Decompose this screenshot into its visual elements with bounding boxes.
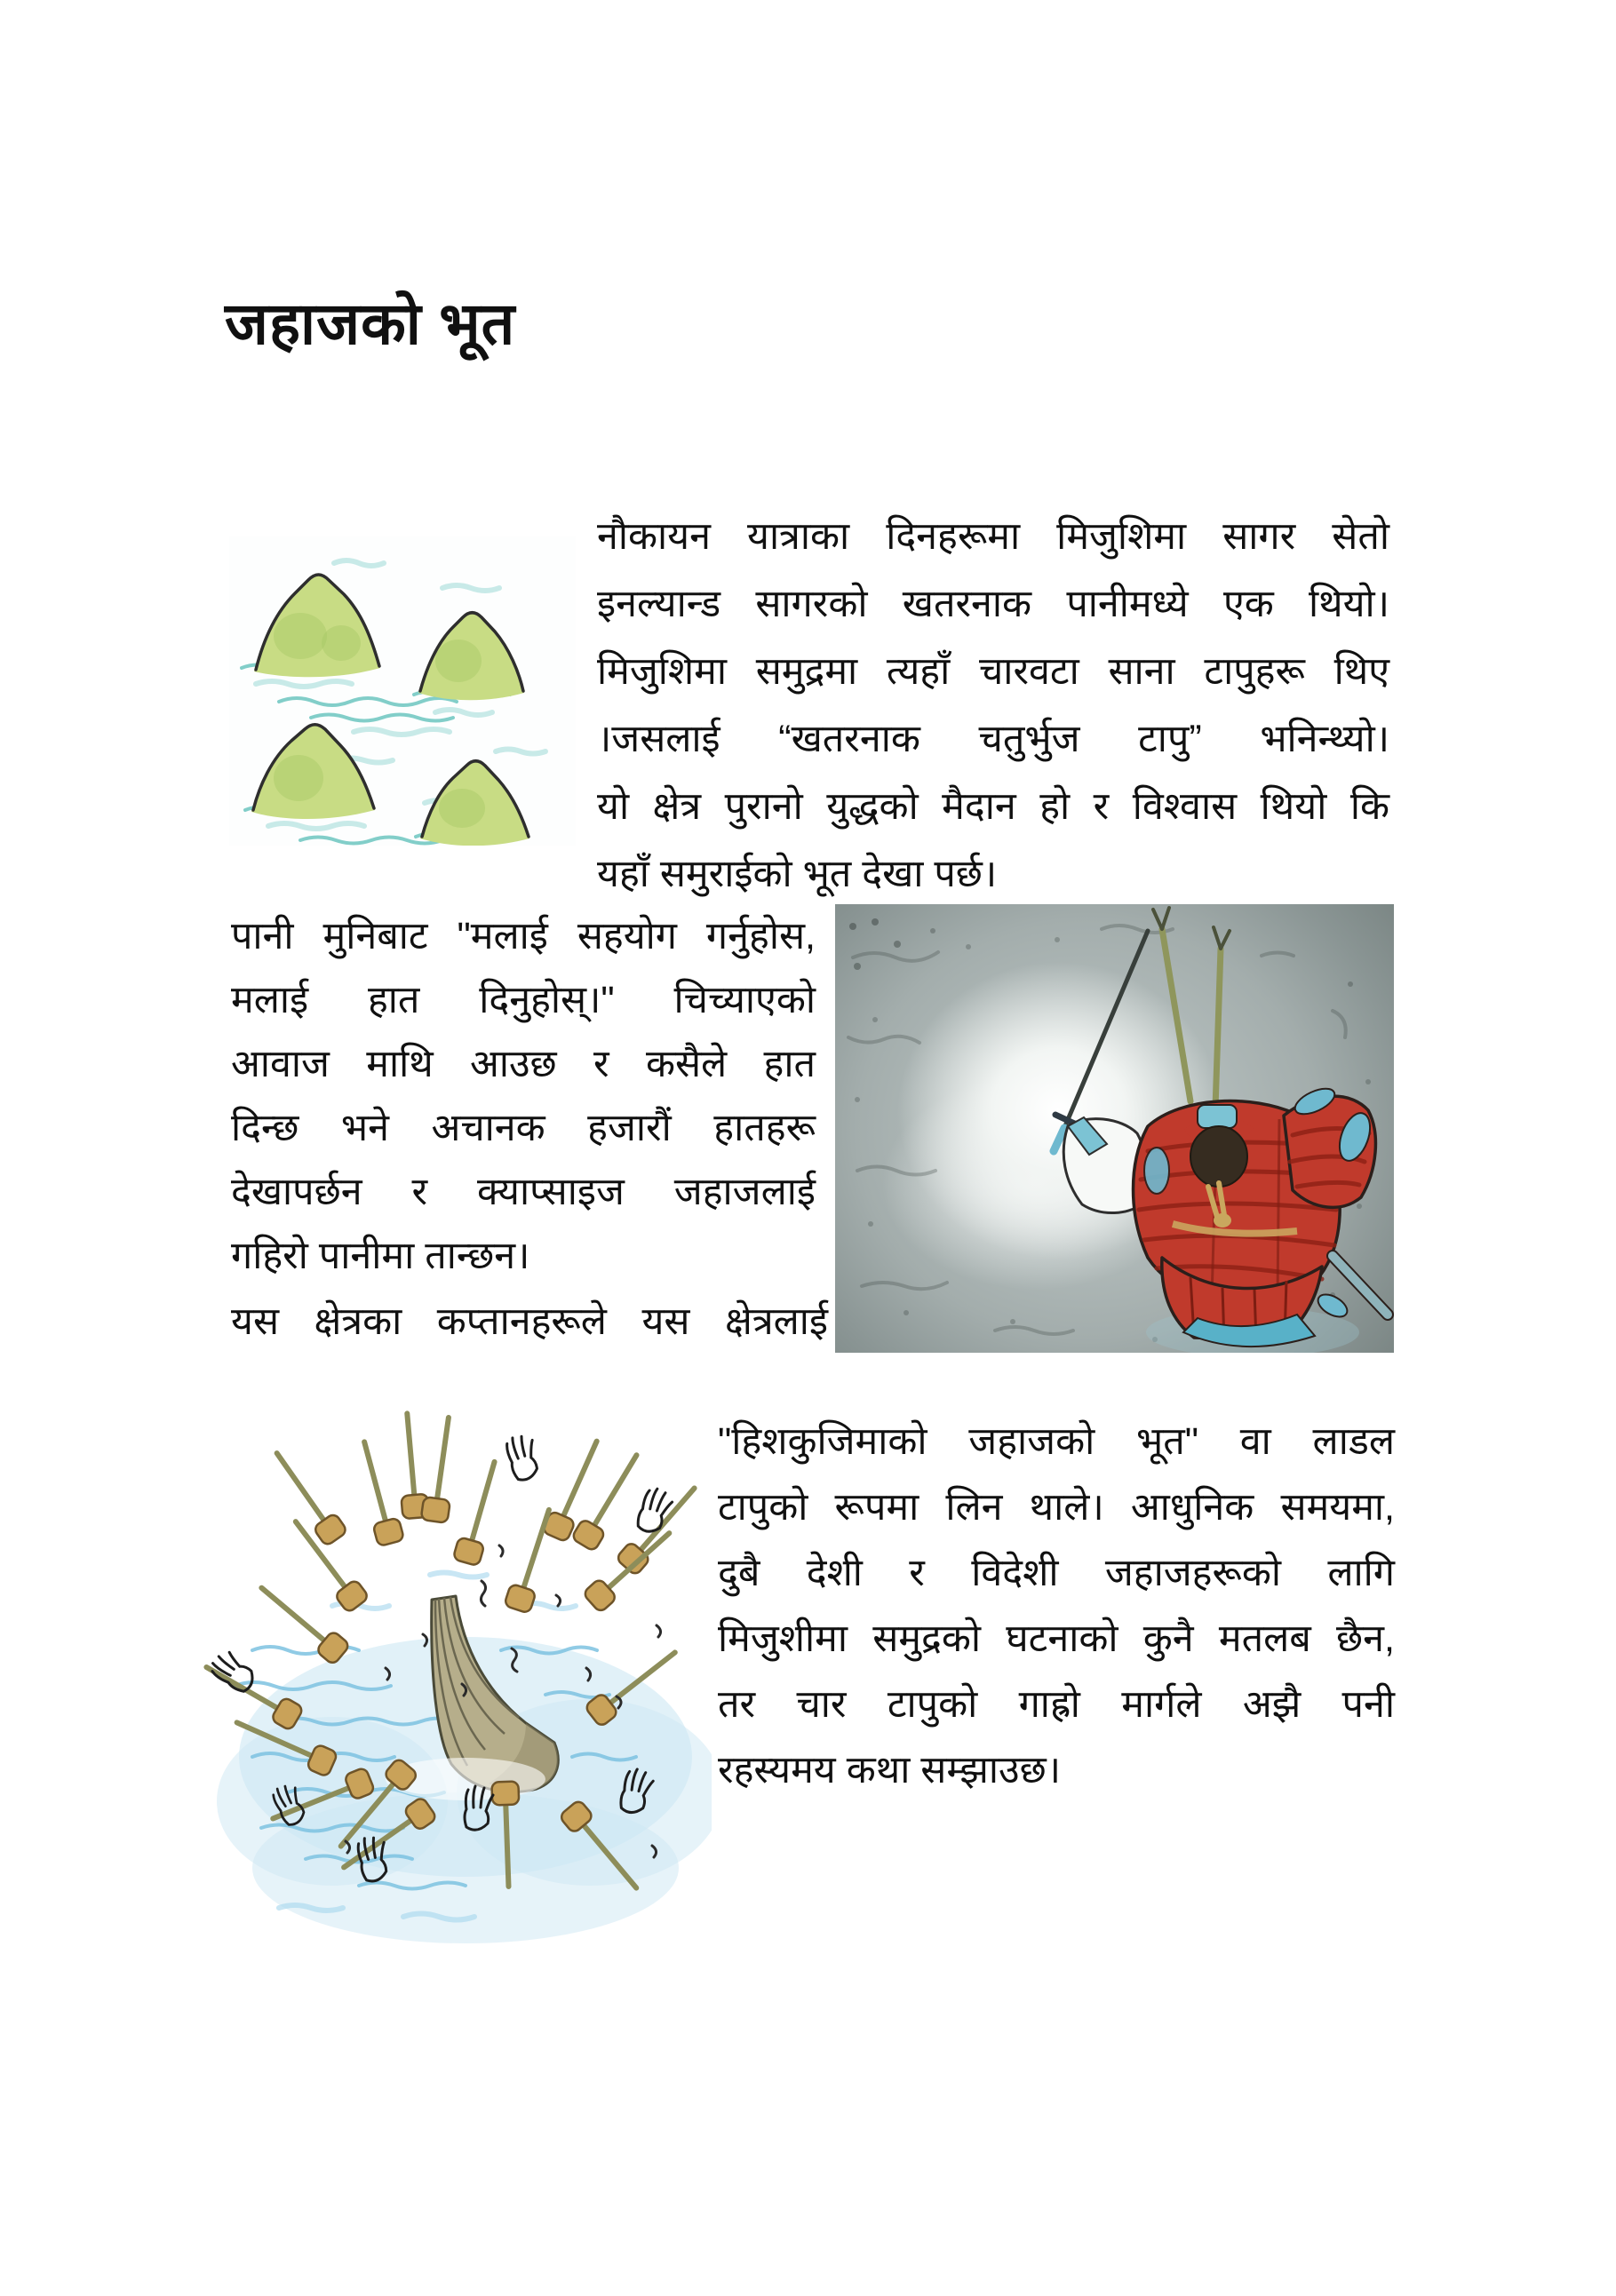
text-line: पानी मुनिबाट "मलाई सहयोग गर्नुहोस,	[231, 915, 816, 957]
text-line: "हिशकुजिमाको जहाजको भूत" वा लाडल	[718, 1420, 1395, 1463]
samurai-ghost-illustration	[835, 904, 1394, 1353]
text-line: यो क्षेत्र पुरानो युद्धको मैदान हो र विश्वास थियो कि	[597, 785, 1389, 828]
sinking-ship-illustration	[199, 1384, 712, 1970]
text-line: टापुको रूपमा लिन थाले। आधुनिक समयमा,	[718, 1486, 1395, 1529]
islands-artwork	[229, 536, 576, 846]
text-line: मिजुशीमा समुद्रको घटनाको कुनै मतलब छैन,	[718, 1617, 1395, 1660]
side-teal-patch	[1144, 1148, 1169, 1194]
text-line: यहाँ समुराईको भूत देखा पर्छ।	[597, 853, 998, 895]
text-line: इनल्यान्ड सागरको खतरनाक पानीमध्ये एक थियो।	[597, 583, 1389, 625]
island-top-right	[418, 613, 524, 701]
islands-illustration	[229, 536, 576, 846]
helmet-antler-sticks	[1153, 908, 1230, 1108]
island-bottom-right	[420, 761, 529, 846]
text-line: ।जसलाई “खतरनाक चतुर्भुज टापु” भनिन्थ्यो।	[597, 718, 1389, 760]
page-title: जहाजको भूत	[225, 290, 516, 356]
shoulder-plate	[1284, 1084, 1376, 1207]
text-line: गहिरो पानीमा तान्छन।	[231, 1235, 530, 1277]
paragraph-3	[718, 1409, 1395, 1803]
paragraph-2-continued	[231, 1290, 828, 1354]
text-line: रहस्यमय कथा सम्झाउछ।	[718, 1749, 1062, 1792]
text-line: आवाज माथि आउछ र कसैले हात	[231, 1043, 816, 1085]
text-line: मलाई हात दिनुहोस्।" चिच्याएको	[231, 979, 816, 1021]
ship-artwork	[199, 1384, 712, 1970]
island-top-left	[254, 575, 380, 677]
text-line: दिन्छ भने अचानक हजारौं हातहरू	[231, 1107, 816, 1149]
text-line: दुबै देशी र विदेशी जहाजहरूको लागि	[718, 1552, 1395, 1594]
island-bottom-left	[251, 725, 375, 819]
text-line: नौकायन यात्राका दिनहरूमा मिजुशिमा सागर सेतो	[597, 515, 1389, 558]
text-line: यस क्षेत्रका कप्तानहरूले यस क्षेत्रलाई	[231, 1300, 828, 1343]
text-line: देखापर्छन र क्याप्साइज जहाजलाई	[231, 1171, 816, 1213]
text-line: मिजुशिमा समुद्रमा त्यहाँ चारवटा साना टापुहरू थिए	[597, 650, 1389, 693]
paragraph-1	[597, 503, 1389, 908]
paragraph-2	[231, 904, 816, 1288]
text-line: तर चार टापुको गाह्रो मार्गले अझै पनी	[718, 1683, 1395, 1726]
samurai-artwork	[835, 904, 1394, 1353]
